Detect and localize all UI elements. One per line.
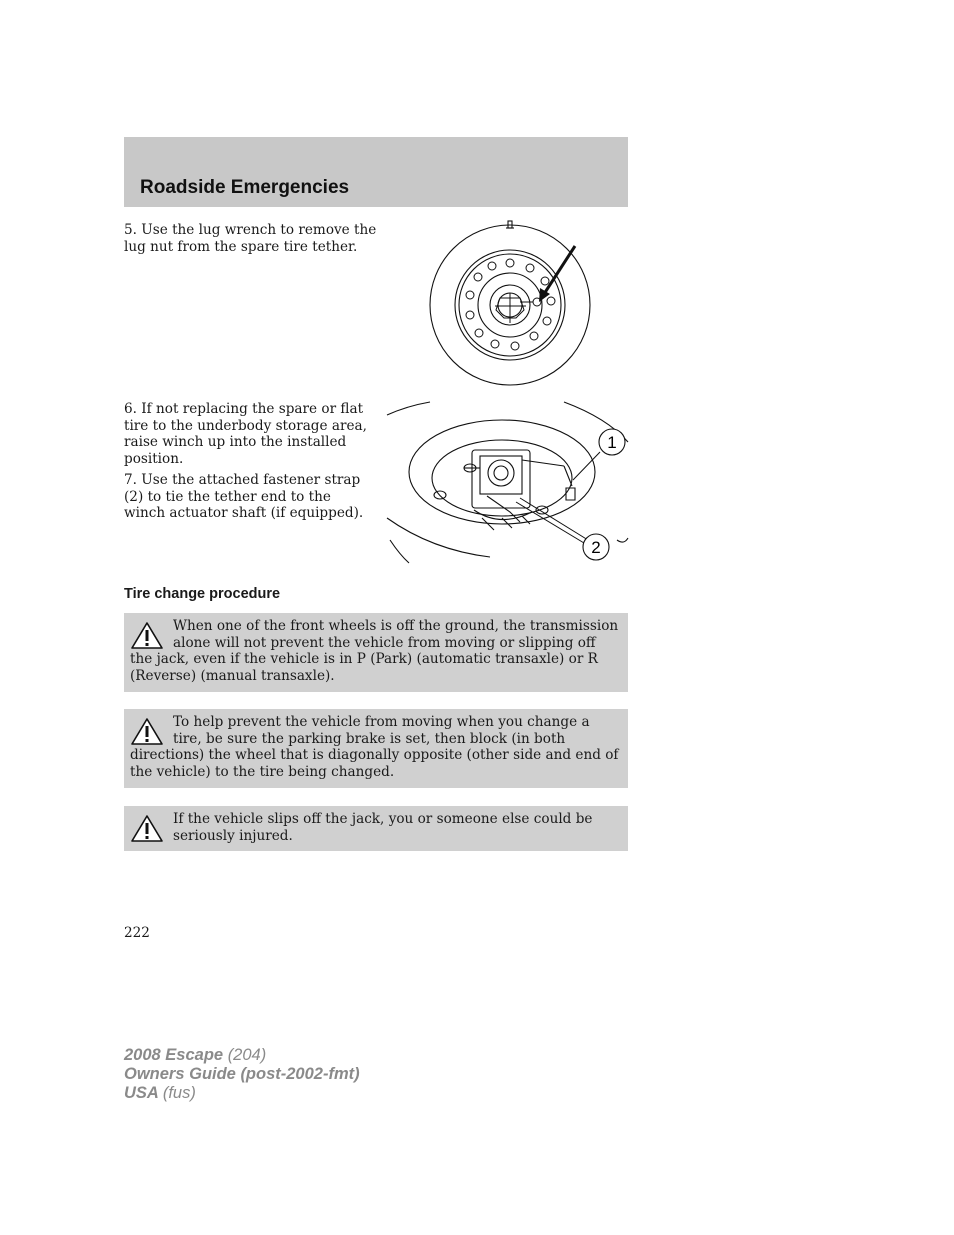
document-footer: [124, 1046, 360, 1103]
section-title: Roadside Emergencies: [140, 177, 350, 198]
section-header-band: [124, 137, 628, 207]
footer-region: USA: [124, 1084, 159, 1102]
warning-triangle-icon: [130, 716, 164, 746]
footer-line-region: [124, 1084, 360, 1103]
warning-text: When one of the front wheels is off the ground, the transmission alone will not prevent the vehicle from moving or slipping off the jack, even if the vehicle is in P (Park) (automatic transaxle) or R (Reverse) (manual transaxle).: [130, 618, 619, 684]
footer-line-model: [124, 1046, 360, 1065]
arrow-icon: [539, 246, 575, 302]
warning-box: [124, 613, 628, 692]
warning-box: [124, 709, 628, 788]
winch-figure: [382, 400, 632, 570]
footer-guide: Owners Guide (post-2002-fmt): [124, 1065, 360, 1083]
footer-model: 2008 Escape: [124, 1046, 224, 1064]
step-7-text: 7. Use the attached fastener strap (2) to tie the tether end to the winch actuator shaft (if equipped).: [124, 472, 364, 521]
callout-1: 1: [607, 433, 617, 452]
warning-triangle-icon: [130, 813, 164, 843]
warning-text: If the vehicle slips off the jack, you or someone else could be seriously injured.: [173, 811, 593, 844]
warning-text: To help prevent the vehicle from moving when you change a tire, be sure the parking brake is set, then block (in both directions) the wheel that is diagonally opposite (other side and end of the vehicle) to the tire being changed.: [130, 714, 619, 780]
warning-triangle-icon: [130, 620, 164, 650]
tire-change-heading: Tire change procedure: [124, 586, 281, 602]
footer-region-code: (fus): [162, 1084, 196, 1102]
callout-2: 2: [591, 538, 601, 557]
footer-model-code: (204): [227, 1046, 267, 1064]
step-5-text: 5. Use the lug wrench to remove the lug nut from the spare tire tether.: [124, 222, 377, 255]
spare-tire-figure: [420, 218, 600, 388]
step-6-text: 6. If not replacing the spare or flat tire to the underbody storage area, raise winch up into the installed position.: [124, 401, 367, 467]
warning-box: [124, 806, 628, 851]
page-number: 222: [124, 925, 150, 941]
